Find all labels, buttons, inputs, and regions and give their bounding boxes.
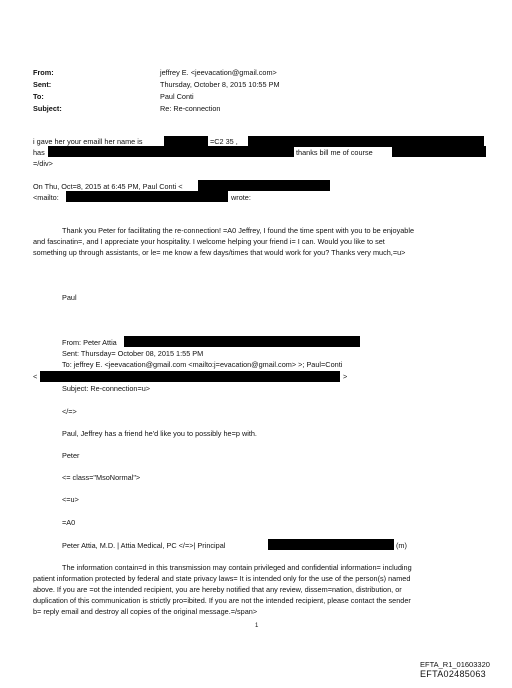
attia-from: From: Peter Attia (62, 338, 117, 347)
disclaimer-line: patient information protected by federal and state privacy laws= It is intended only for the use of the person(s) named (33, 574, 411, 583)
conti-signature: Paul (62, 293, 77, 302)
html-tag-fragment: <= class="MsoNormal"> (62, 473, 141, 482)
disclaimer-line: The information contain=d in this transmission may contain privileged and confidential information= including (62, 563, 412, 572)
from-label: From: (33, 68, 54, 77)
footer-id-secondary: EFTA02485063 (420, 669, 486, 679)
attia-subject: Subject: Re-connection=u> (62, 384, 151, 393)
attia-to-lt: < (33, 372, 38, 381)
redaction-box (66, 191, 228, 202)
disclaimer-line: above. If you are =ot the intended recipient, you are hereby notified that any review, dissem=nation, distribution, or (33, 585, 402, 594)
conti-message-line: Thank you Peter for facilitating the re-connection! =A0 Jeffrey, I found the time spent with you to be enjoyable (62, 226, 415, 235)
quote-intro-line1: On Thu, Oct=8, 2015 at 6:45 PM, Paul Conti < (33, 182, 183, 191)
redaction-box (392, 146, 486, 157)
subject-label: Subject: (33, 104, 62, 113)
attia-sent: Sent: Thursday= October 08, 2015 1:55 PM (62, 349, 204, 358)
reply-line1-suffix: =C2 35 , (210, 137, 238, 146)
redaction-box (40, 371, 340, 382)
sent-label: Sent: (33, 80, 52, 89)
to-value: Paul Conti (160, 92, 194, 101)
attia-signature: Peter (62, 451, 80, 460)
subject-value: Re: Re-connection (160, 104, 221, 113)
from-value: jeffrey E. <jeevacation@gmail.com> (160, 68, 277, 77)
redaction-box (48, 146, 294, 157)
quote-intro-line2: <mailto: (33, 193, 59, 202)
disclaimer-line: duplication of this communication is strictly pro=ibited. If you are not the intended recipient, please contact the sender (33, 596, 411, 605)
conti-message-line: something up through assistants, or le= me know a few days/times that would work for you? Thanks very much,=u> (33, 248, 406, 257)
reply-line3: =/div> (33, 159, 53, 168)
attia-to: To: jeffrey E. <jeevacation@gmail.com <mailto:j=evacation@gmail.com> >; Paul=Conti (62, 360, 343, 369)
reply-line2-text: has (33, 148, 45, 157)
html-tag-fragment: =A0 (62, 518, 76, 527)
page-number: 1 (255, 623, 259, 629)
attia-message: Paul, Jeffrey has a friend he'd like you to possibly he=p with. (62, 429, 257, 438)
reply-line1-text: i gave her your emaill her name is (33, 137, 143, 146)
redaction-box (268, 539, 394, 550)
sent-value: Thursday, October 8, 2015 10:55 PM (160, 80, 280, 89)
conti-message-line: and fascinatin=, and I appreciate your hospitality. I welcome helping your friend i= I can. Would you like to set (33, 237, 385, 246)
footer-id-primary: EFTA_R1_01603320 (420, 660, 490, 669)
attia-signature-suffix: (m) (396, 541, 407, 550)
redaction-box (198, 180, 330, 191)
html-tag-fragment: </=> (62, 407, 77, 416)
attia-signature-line: Peter Attia, M.D. | Attia Medical, PC </=>| Principal (62, 541, 226, 550)
to-label: To: (33, 92, 44, 101)
reply-line2-suffix: thanks bill me of course (296, 148, 373, 157)
html-tag-fragment: <=u> (62, 495, 79, 504)
quote-intro-wrote: wrote: (231, 193, 251, 202)
disclaimer-line: b= reply email and destroy all copies of the original message.=/span> (33, 607, 258, 616)
attia-to-gt: > (343, 372, 348, 381)
redaction-box (124, 336, 360, 347)
